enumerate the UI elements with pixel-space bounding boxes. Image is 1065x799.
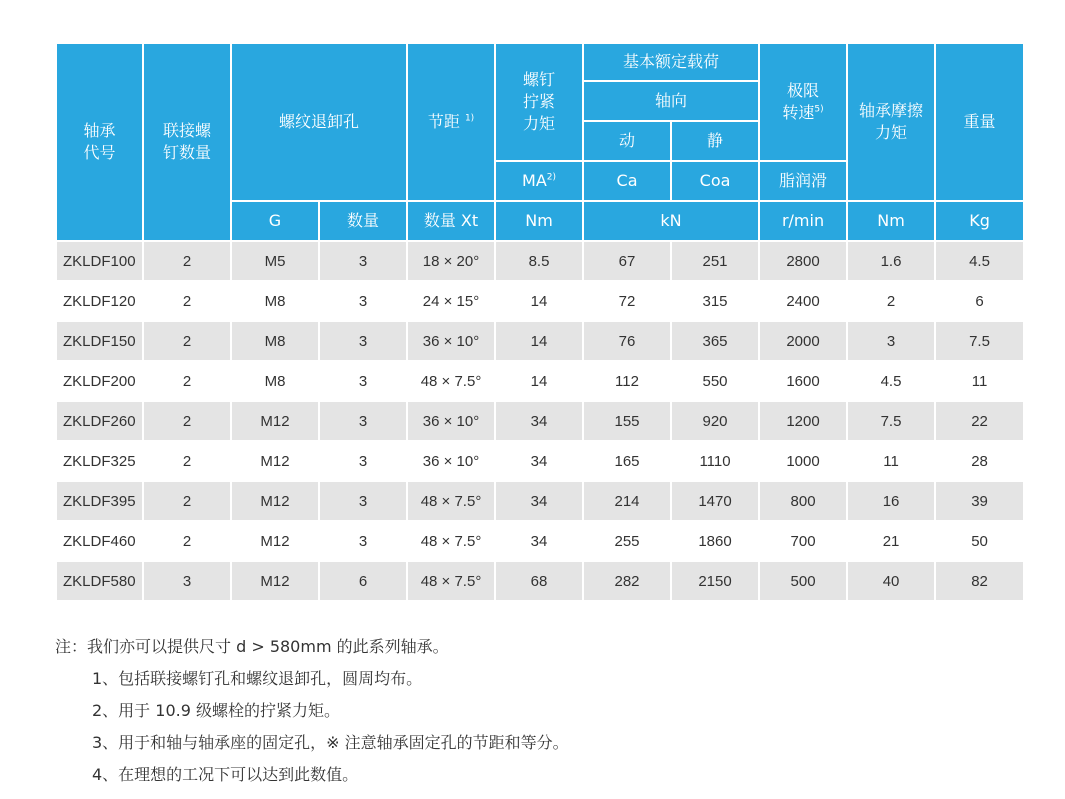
header-basic-load: 基本额定载荷	[584, 44, 758, 80]
header-friction	[848, 44, 934, 200]
cell-code: ZKLDF150	[57, 322, 142, 360]
table-row	[57, 442, 1023, 480]
cell-qty: 3	[320, 522, 406, 560]
header-coa: Coa	[672, 162, 758, 200]
header-thread-hole: 螺纹退卸孔	[232, 44, 406, 200]
cell-qty: 6	[320, 562, 406, 600]
header-pitch-text: 节距	[427, 112, 460, 131]
cell-speed: 2400	[760, 282, 846, 320]
cell-screws: 3	[144, 562, 230, 600]
cell-coa: 1110	[672, 442, 758, 480]
table-header	[57, 44, 1023, 240]
cell-ca: 214	[584, 482, 670, 520]
cell-qty: 3	[320, 282, 406, 320]
cell-pitch: 36 × 10°	[408, 322, 494, 360]
ma-footnote: 2)	[546, 172, 557, 183]
cell-ma: 34	[496, 522, 582, 560]
cell-speed: 1600	[760, 362, 846, 400]
cell-pitch: 48 × 7.5°	[408, 482, 494, 520]
cell-speed: 1200	[760, 402, 846, 440]
cell-pitch: 48 × 7.5°	[408, 522, 494, 560]
cell-coa: 550	[672, 362, 758, 400]
table-row	[57, 362, 1023, 400]
cell-screws: 2	[144, 322, 230, 360]
cell-g: M8	[232, 322, 318, 360]
header-static: 静	[672, 122, 758, 160]
cell-ca: 112	[584, 362, 670, 400]
header-ma	[496, 162, 582, 200]
cell-ma: 14	[496, 322, 582, 360]
cell-pitch: 36 × 10°	[408, 402, 494, 440]
cell-code: ZKLDF395	[57, 482, 142, 520]
cell-ca: 255	[584, 522, 670, 560]
cell-ma: 34	[496, 442, 582, 480]
header-unit-nm: Nm	[496, 202, 582, 240]
cell-screws: 2	[144, 482, 230, 520]
cell-weight: 11	[936, 362, 1023, 400]
header-unit-rmin: r/min	[760, 202, 846, 240]
cell-ma: 14	[496, 282, 582, 320]
notes-section	[55, 633, 569, 793]
cell-friction: 16	[848, 482, 934, 520]
cell-qty: 3	[320, 362, 406, 400]
cell-ma: 68	[496, 562, 582, 600]
cell-weight: 22	[936, 402, 1023, 440]
cell-ca: 76	[584, 322, 670, 360]
header-speed	[760, 44, 846, 160]
cell-weight: 82	[936, 562, 1023, 600]
cell-pitch: 36 × 10°	[408, 442, 494, 480]
note-item-3: 3、用于和轴与轴承座的固定孔，※ 注意轴承固定孔的节距和等分。	[92, 733, 569, 752]
cell-friction: 4.5	[848, 362, 934, 400]
header-qty-xt: 数量 Xt	[408, 202, 494, 240]
header-unit-nm2: Nm	[848, 202, 934, 240]
cell-pitch: 18 × 20°	[408, 242, 494, 280]
cell-friction: 7.5	[848, 402, 934, 440]
cell-ca: 165	[584, 442, 670, 480]
cell-friction: 2	[848, 282, 934, 320]
cell-code: ZKLDF260	[57, 402, 142, 440]
cell-ca: 282	[584, 562, 670, 600]
cell-coa: 920	[672, 402, 758, 440]
cell-coa: 365	[672, 322, 758, 360]
cell-weight: 6	[936, 282, 1023, 320]
note-item-4: 4、在理想的工况下可以达到此数值。	[92, 765, 359, 784]
cell-qty: 3	[320, 322, 406, 360]
header-torque-text: 螺钉 拧紧 力矩	[523, 70, 556, 133]
cell-g: M12	[232, 402, 318, 440]
cell-ca: 72	[584, 282, 670, 320]
header-ma-text: MA	[522, 171, 547, 190]
cell-code: ZKLDF580	[57, 562, 142, 600]
cell-code: ZKLDF460	[57, 522, 142, 560]
cell-code: ZKLDF200	[57, 362, 142, 400]
cell-speed: 1000	[760, 442, 846, 480]
cell-weight: 39	[936, 482, 1023, 520]
table-body	[57, 242, 1023, 600]
header-ca: Ca	[584, 162, 670, 200]
cell-speed: 800	[760, 482, 846, 520]
table-row	[57, 322, 1023, 360]
table-row	[57, 242, 1023, 280]
table-row	[57, 562, 1023, 600]
cell-friction: 21	[848, 522, 934, 560]
cell-ma: 14	[496, 362, 582, 400]
cell-qty: 3	[320, 482, 406, 520]
cell-screws: 2	[144, 442, 230, 480]
header-code	[57, 44, 142, 240]
header-qty: 数量	[320, 202, 406, 240]
table-row	[57, 522, 1023, 560]
cell-coa: 1860	[672, 522, 758, 560]
header-screw-count-text: 联接螺 钉数量	[162, 121, 211, 162]
header-unit-kn: kN	[584, 202, 758, 240]
cell-ma: 8.5	[496, 242, 582, 280]
cell-g: M12	[232, 442, 318, 480]
cell-speed: 2000	[760, 322, 846, 360]
cell-speed: 500	[760, 562, 846, 600]
cell-screws: 2	[144, 362, 230, 400]
cell-weight: 7.5	[936, 322, 1023, 360]
cell-friction: 3	[848, 322, 934, 360]
table-row	[57, 402, 1023, 440]
header-g: G	[232, 202, 318, 240]
table-row	[57, 482, 1023, 520]
cell-friction: 1.6	[848, 242, 934, 280]
cell-g: M8	[232, 282, 318, 320]
header-speed-text: 极限 转速	[782, 81, 820, 122]
table-row	[57, 282, 1023, 320]
cell-code: ZKLDF120	[57, 282, 142, 320]
header-grease: 脂润滑	[760, 162, 846, 200]
cell-g: M8	[232, 362, 318, 400]
cell-screws: 2	[144, 522, 230, 560]
header-code-text: 轴承 代号	[83, 121, 116, 162]
cell-g: M12	[232, 482, 318, 520]
header-pitch	[408, 44, 494, 200]
note-intro: 注：我们亦可以提供尺寸 d > 580mm 的此系列轴承。	[55, 637, 449, 656]
header-unit-kg: Kg	[936, 202, 1023, 240]
cell-qty: 3	[320, 402, 406, 440]
cell-ca: 155	[584, 402, 670, 440]
cell-screws: 2	[144, 402, 230, 440]
cell-weight: 4.5	[936, 242, 1023, 280]
cell-friction: 11	[848, 442, 934, 480]
cell-pitch: 24 × 15°	[408, 282, 494, 320]
cell-code: ZKLDF100	[57, 242, 142, 280]
cell-code: ZKLDF325	[57, 442, 142, 480]
cell-friction: 40	[848, 562, 934, 600]
cell-ma: 34	[496, 482, 582, 520]
header-weight: 重量	[936, 44, 1023, 200]
cell-coa: 2150	[672, 562, 758, 600]
cell-coa: 251	[672, 242, 758, 280]
cell-qty: 3	[320, 442, 406, 480]
cell-weight: 28	[936, 442, 1023, 480]
cell-qty: 3	[320, 242, 406, 280]
cell-weight: 50	[936, 522, 1023, 560]
cell-ca: 67	[584, 242, 670, 280]
cell-coa: 1470	[672, 482, 758, 520]
cell-screws: 2	[144, 282, 230, 320]
cell-speed: 700	[760, 522, 846, 560]
header-torque	[496, 44, 582, 160]
header-screw-count	[144, 44, 230, 240]
header-axial: 轴向	[584, 82, 758, 120]
note-item-1: 1、包括联接螺钉孔和螺纹退卸孔，圆周均布。	[92, 669, 423, 688]
pitch-footnote: 1)	[464, 113, 475, 124]
speed-footnote: 5)	[814, 104, 824, 115]
cell-screws: 2	[144, 242, 230, 280]
cell-ma: 34	[496, 402, 582, 440]
header-friction-text: 轴承摩擦 力矩	[859, 101, 924, 142]
cell-pitch: 48 × 7.5°	[408, 562, 494, 600]
note-item-2: 2、用于 10.9 级螺栓的拧紧力矩。	[92, 701, 340, 720]
bearing-spec-table	[55, 42, 1025, 602]
cell-g: M12	[232, 522, 318, 560]
header-dynamic: 动	[584, 122, 670, 160]
cell-g: M12	[232, 562, 318, 600]
cell-coa: 315	[672, 282, 758, 320]
cell-pitch: 48 × 7.5°	[408, 362, 494, 400]
cell-speed: 2800	[760, 242, 846, 280]
cell-g: M5	[232, 242, 318, 280]
